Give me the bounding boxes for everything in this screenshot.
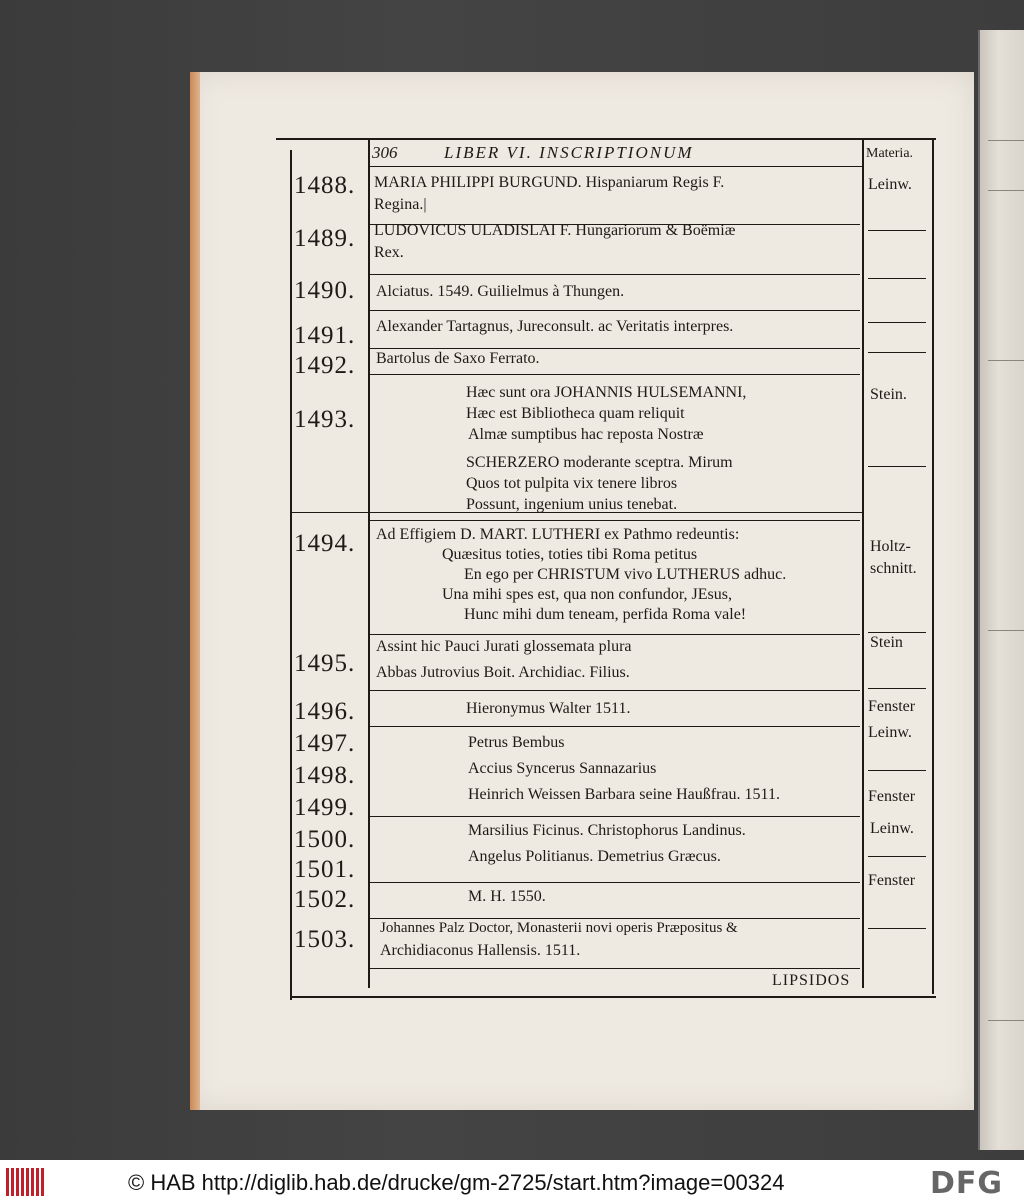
- year-label: 1488.: [294, 172, 356, 199]
- material-dash: [868, 322, 926, 323]
- year-label: 1503.: [294, 926, 356, 953]
- year-label: 1495.: [294, 650, 356, 677]
- material-dash: [868, 278, 926, 279]
- material-divider: [862, 138, 864, 988]
- entry-line: Regina.|: [374, 196, 427, 213]
- material-label: Fenster: [868, 872, 916, 889]
- footer-credit-link[interactable]: © HAB http://diglib.hab.de/drucke/gm-2725/start.htm?image=00324: [128, 1170, 785, 1195]
- material-dash: [868, 688, 926, 689]
- entry-line: Possunt, ingenium unius tenebat.: [466, 496, 678, 513]
- year-label: 1500.: [294, 826, 356, 853]
- material-dash: [868, 230, 926, 231]
- entry-line: Alexander Tartagnus, Jureconsult. ac Veritatis interpres.: [376, 318, 734, 335]
- header-rule: [368, 166, 864, 167]
- material-label: Leinw.: [870, 820, 914, 837]
- material-column-title: Materia.: [866, 146, 914, 161]
- entry-line: En ego per CHRISTUM vivo LUTHERUS adhuc.: [464, 566, 787, 583]
- row-rule: [370, 274, 860, 275]
- year-label: 1501.: [294, 856, 356, 883]
- page-number: 306: [372, 143, 398, 162]
- row-rule: [370, 882, 860, 883]
- material-label: schnitt.: [870, 560, 917, 577]
- entry-line: Assint hic Pauci Jurati glossemata plura: [376, 638, 632, 655]
- year-label: 1493.: [294, 406, 356, 433]
- row-rule: [370, 918, 860, 919]
- entry-line: Johannes Palz Doctor, Monasterii novi operis Præpositus &: [380, 920, 738, 936]
- material-dash: [868, 928, 926, 929]
- entry-line: Alciatus. 1549. Guilielmus à Thungen.: [376, 283, 625, 300]
- catchword: LIPSIDOS: [772, 972, 851, 989]
- material-label: Stein: [870, 634, 903, 651]
- entry-divider-left: [368, 138, 370, 988]
- row-rule: [370, 816, 860, 817]
- material-dash: [868, 466, 926, 467]
- entry-line: M. H. 1550.: [468, 888, 546, 905]
- year-label: 1497.: [294, 730, 356, 757]
- material-label: Leinw.: [868, 176, 912, 193]
- year-label: 1490.: [294, 277, 356, 304]
- material-label: Stein.: [870, 386, 907, 403]
- year-label: 1491.: [294, 322, 356, 349]
- material-dash: [868, 770, 926, 771]
- year-label: 1502.: [294, 886, 356, 913]
- year-label: 1494.: [294, 530, 356, 557]
- entry-line: Rex.: [374, 244, 404, 261]
- entry-line: Una mihi spes est, qua non confundor, JEsus,: [442, 586, 732, 603]
- entry-line: Hæc est Bibliotheca quam reliquit: [466, 405, 685, 422]
- entry-line: Hunc mihi dum teneam, perfida Roma vale!: [464, 606, 747, 623]
- hab-logo-icon: [6, 1168, 46, 1196]
- row-rule: [370, 348, 860, 349]
- entry-line: Bartolus de Saxo Ferrato.: [376, 350, 540, 367]
- entry-line: Ad Effigiem D. MART. LUTHERI ex Pathmo redeuntis:: [376, 526, 740, 543]
- page-edge: [190, 72, 200, 1110]
- entry-line: Marsilius Ficinus. Christophorus Landinus.: [468, 822, 746, 839]
- right-border: [932, 138, 934, 994]
- entry-line: Archidiaconus Hallensis. 1511.: [380, 942, 581, 959]
- entry-line: Hæc sunt ora JOHANNIS HULSEMANNI,: [466, 384, 747, 401]
- material-dash: [868, 856, 926, 857]
- year-label: 1492.: [294, 352, 356, 379]
- row-rule: [370, 968, 860, 969]
- year-label: 1489.: [294, 225, 356, 252]
- row-rule: [370, 690, 860, 691]
- material-dash: [868, 632, 926, 633]
- row-rule: [370, 634, 860, 635]
- top-rule: [276, 138, 936, 140]
- year-label: 1498.: [294, 762, 356, 789]
- material-dash: [868, 352, 926, 353]
- adjacent-page: [978, 30, 1024, 1150]
- entry-line: Accius Syncerus Sannazarius: [468, 760, 657, 777]
- year-label: 1499.: [294, 794, 356, 821]
- entry-line: Quos tot pulpita vix tenere libros: [466, 475, 678, 492]
- entry-line: LUDOVICUS ULADISLAI F. Hungariorum & Boëmiæ: [374, 222, 736, 239]
- entry-line: Quæsitus toties, toties tibi Roma petitus: [442, 546, 698, 563]
- footer-bar: [0, 1160, 1024, 1204]
- row-rule: [370, 310, 860, 311]
- material-label: Fenster: [868, 788, 916, 805]
- entry-line: Angelus Politianus. Demetrius Græcus.: [468, 848, 721, 865]
- material-label: Fenster: [868, 698, 916, 715]
- dfg-logo: DFG: [930, 1166, 1004, 1201]
- material-label: Leinw.: [868, 724, 912, 741]
- row-rule: [370, 726, 860, 727]
- year-label: 1496.: [294, 698, 356, 725]
- left-border: [290, 150, 292, 1000]
- entry-line: Heinrich Weissen Barbara seine Haußfrau. 1511.: [468, 786, 780, 803]
- bottom-rule: [292, 996, 936, 998]
- running-title: LIBER VI. INSCRIPTIONUM: [444, 143, 694, 162]
- entry-line: SCHERZERO moderante sceptra. Mirum: [466, 454, 733, 471]
- entry-line: Petrus Bembus: [468, 734, 565, 751]
- material-label: Holtz-: [870, 538, 911, 555]
- entry-line: Hieronymus Walter 1511.: [466, 700, 631, 717]
- row-rule: [370, 374, 860, 375]
- entry-line: Abbas Jutrovius Boit. Archidiac. Filius.: [376, 664, 630, 681]
- entry-line: MARIA PHILIPPI BURGUND. Hispaniarum Regis F.: [374, 174, 725, 191]
- entry-line: Almæ sumptibus hac reposta Nostræ: [468, 426, 704, 443]
- row-rule: [370, 520, 860, 521]
